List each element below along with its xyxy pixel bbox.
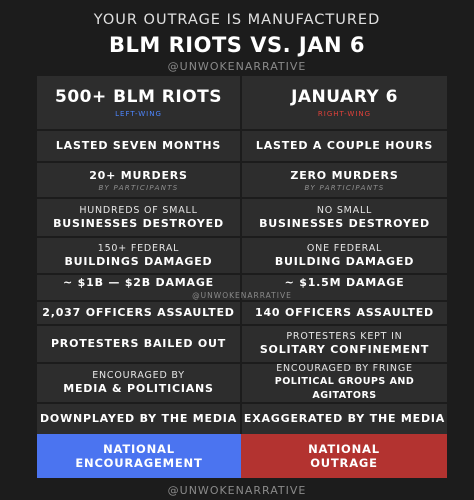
left-row-text: 150+ FEDERAL <box>97 242 180 254</box>
left-row-text: 2,037 OFFICERS ASSAULTED <box>42 306 235 319</box>
right-row-officers <box>242 302 447 324</box>
left-heading: 500+ BLM RIOTS <box>55 87 222 107</box>
left-row-media <box>37 404 240 434</box>
right-row-text-2: BUSINESSES DESTROYED <box>259 216 430 230</box>
right-row-damage <box>242 275 447 291</box>
left-row-text: ~ $1B — $2B DAMAGE <box>63 276 214 289</box>
left-row-text-2: BUILDINGS DAMAGED <box>64 254 213 268</box>
left-row-damage <box>37 275 240 291</box>
right-heading: JANUARY 6 <box>291 87 398 107</box>
left-row-note: BY PARTICIPANTS <box>98 183 179 192</box>
right-row-media <box>242 404 447 434</box>
right-row-note: BY PARTICIPANTS <box>304 183 385 192</box>
right-row-text: 140 OFFICERS ASSAULTED <box>255 306 434 319</box>
left-row-text-2: MEDIA & POLITICIANS <box>63 382 214 395</box>
right-row-text: EXAGGERATED BY THE MEDIA <box>243 412 446 425</box>
right-row-text: ONE FEDERAL <box>306 242 383 254</box>
right-subheading: RIGHT-WING <box>317 110 372 118</box>
watermark-handle: @UNWOKENARRATIVE <box>192 291 292 300</box>
right-footer-text-2: OUTRAGE <box>310 456 378 470</box>
left-column-header <box>37 76 240 129</box>
left-row-encouraged <box>37 364 240 402</box>
comparison-table <box>37 76 447 478</box>
kicker-text: YOUR OUTRAGE IS MANUFACTURED <box>93 12 381 28</box>
right-row-buildings <box>242 238 447 273</box>
left-subheading: LEFT-WING <box>115 110 162 118</box>
left-row-text-2: BUSINESSES DESTROYED <box>53 216 224 230</box>
right-row-businesses <box>242 199 447 236</box>
top-handle: @UNWOKENARRATIVE <box>167 60 307 73</box>
right-row-text: LASTED A COUPLE HOURS <box>255 139 434 152</box>
left-row-protesters <box>37 326 240 362</box>
left-row-businesses <box>37 199 240 236</box>
left-row-text: ENCOURAGED BY <box>92 370 185 381</box>
left-footer-text: NATIONAL <box>103 442 175 456</box>
bottom-handle: @UNWOKENARRATIVE <box>167 484 307 497</box>
right-row-text: ZERO MURDERS <box>290 168 399 182</box>
right-row-text: ~ $1.5M DAMAGE <box>284 276 405 289</box>
right-row-text-2: POLITICAL GROUPS AND AGITATORS <box>274 376 415 401</box>
left-row-buildings <box>37 238 240 273</box>
left-row-text: HUNDREDS OF SMALL <box>79 204 198 216</box>
left-row-murders <box>37 163 240 197</box>
left-footer-banner <box>37 434 241 478</box>
right-row-murders <box>242 163 447 197</box>
left-row-text: PROTESTERS BAILED OUT <box>50 337 227 350</box>
right-column-header <box>242 76 447 129</box>
left-row-text: 20+ MURDERS <box>89 168 188 182</box>
right-footer-banner <box>241 434 447 478</box>
left-row-text: DOWNPLAYED BY THE MEDIA <box>39 412 238 425</box>
right-row-text-2: SOLITARY CONFINEMENT <box>259 343 430 356</box>
right-footer-text: NATIONAL <box>308 442 380 456</box>
right-row-encouraged <box>242 364 447 402</box>
right-row-text: PROTESTERS KEPT IN <box>286 331 403 342</box>
right-row-protesters <box>242 326 447 362</box>
left-footer-text-2: ENCOURAGEMENT <box>75 456 203 470</box>
right-row-text: ENCOURAGED BY FRINGE <box>276 363 413 374</box>
page-title: BLM RIOTS VS. JAN 6 <box>109 33 365 57</box>
left-row-text: LASTED SEVEN MONTHS <box>55 139 222 152</box>
left-row-duration <box>37 131 240 161</box>
right-row-text-2: BUILDING DAMAGED <box>274 254 415 268</box>
right-row-duration <box>242 131 447 161</box>
left-row-officers <box>37 302 240 324</box>
right-row-text: NO SMALL <box>316 204 373 216</box>
